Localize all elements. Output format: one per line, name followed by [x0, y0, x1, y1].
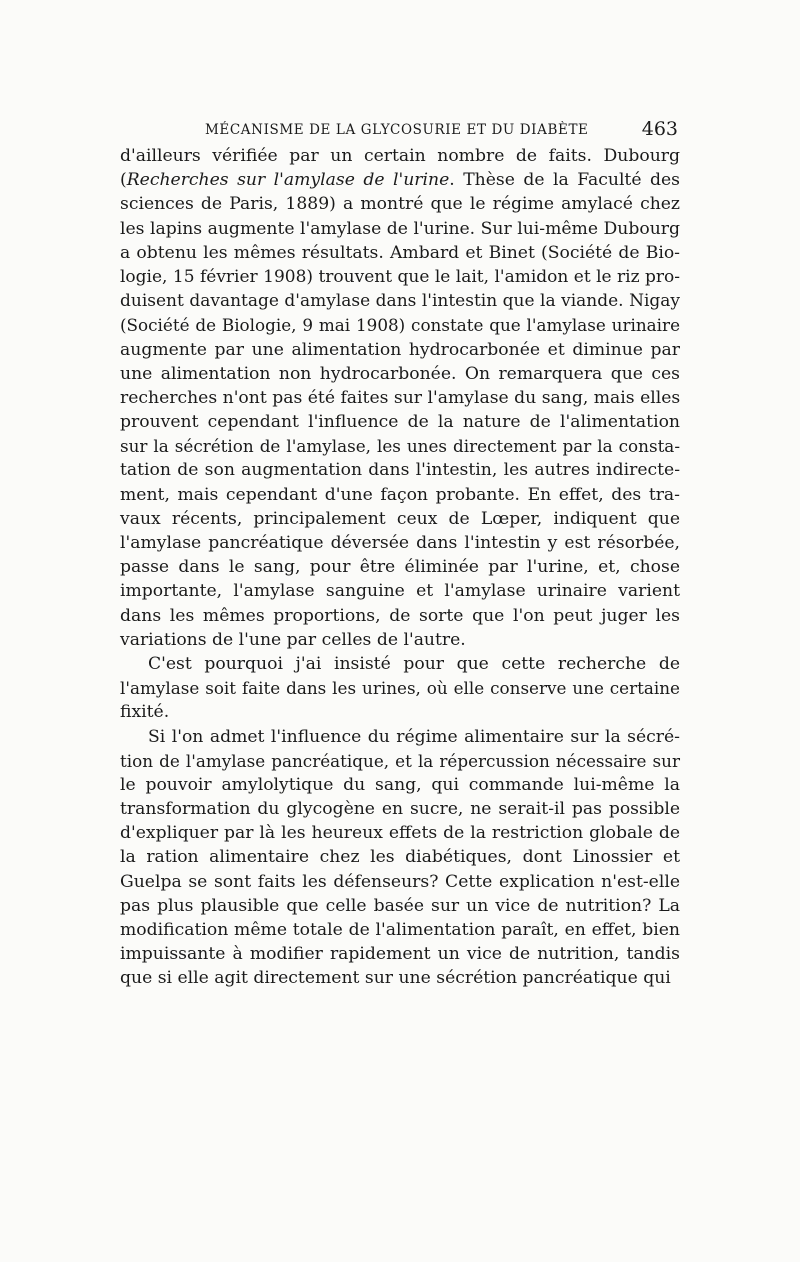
page-header — [120, 118, 680, 142]
paragraph — [120, 652, 680, 725]
text-line: la ration alimentaire chez les diabétiques, dont Linossier et — [120, 847, 680, 868]
text-line: le pouvoir amylolytique du sang, qui commande lui-même la — [120, 774, 680, 795]
text-line: d'ailleurs vérifiée par un certain nombre de faits. Dubourg — [120, 146, 680, 166]
text-line: augmente par une alimentation hydrocarbonée et diminue par — [120, 339, 680, 360]
body-text — [120, 144, 680, 991]
text-line: variations de l'une par celles de l'autre. — [120, 629, 466, 650]
text-line: une alimentation non hydrocarbonée. On remarquera que ces — [120, 363, 680, 384]
italic-title: Recherches sur l'amylase de l'urine — [126, 170, 450, 191]
text-line: tation de son augmentation dans l'intestin, les autres indirecte- — [120, 460, 680, 481]
text-line: impuissante à modifier rapidement un vice de nutrition, tandis — [120, 944, 680, 965]
text-line: importante, l'amylase sanguine et l'amylase urinaire varient — [120, 581, 680, 602]
text-line: l'amylase soit faite dans les urines, où elle conserve une certaine — [120, 678, 680, 699]
text-line: fixité. — [120, 702, 170, 723]
text-line: pas plus plausible que celle basée sur un vice de nutrition? La — [120, 895, 680, 916]
text-line: prouvent cependant l'influence de la nature de l'alimentation — [120, 412, 680, 433]
text-line: duisent davantage d'amylase dans l'intestin que la viande. Nigay — [120, 291, 680, 312]
page-number: 463 — [641, 118, 678, 140]
text-line: transformation du glycogène en sucre, ne serait-il pas possible — [120, 799, 680, 820]
text-line: l'amylase pancréatique déversée dans l'intestin y est résorbée, — [120, 533, 680, 553]
text-line: sur la sécrétion de l'amylase, les unes directement par la consta- — [120, 436, 680, 457]
text-line: vaux récents, principalement ceux de Lœper, indiquent que — [120, 508, 680, 529]
text-line: C'est pourquoi j'ai insisté pour que cette recherche de — [148, 653, 680, 674]
text-line: ment, mais cependant d'une façon probante. En effet, des tra- — [120, 484, 680, 505]
text-line: Si l'on admet l'influence du régime alimentaire sur la sécré- — [148, 726, 680, 747]
paragraph — [120, 144, 680, 652]
text-line: (Société de Biologie, 9 mai 1908) constate que l'amylase urinaire — [120, 315, 680, 336]
text-line: (Recherches sur l'amylase de l'urine. Thèse de la Faculté des — [120, 170, 680, 191]
text-line: logie, 15 février 1908) trouvent que le lait, l'amidon et le riz pro- — [120, 266, 680, 287]
text-line: a obtenu les mêmes résultats. Ambard et Binet (Société de Bio- — [120, 242, 680, 263]
text-line: recherches n'ont pas été faites sur l'amylase du sang, mais elles — [120, 387, 681, 408]
text-line: Guelpa se sont faits les défenseurs? Cette explication n'est-elle — [120, 871, 680, 892]
text-line: d'expliquer par là les heureux effets de la restriction globale de — [120, 823, 680, 844]
text-line: les lapins augmente l'amylase de l'urine. Sur lui-même Dubourg — [120, 218, 680, 239]
running-head: MÉCANISME DE LA GLYCOSURIE ET DU DIABÈTE — [205, 122, 589, 138]
text-line: sciences de Paris, 1889) a montré que le régime amylacé chez — [120, 194, 680, 215]
paragraph — [120, 725, 680, 991]
text-line: dans les mêmes proportions, de sorte que l'on peut juger les — [120, 605, 680, 626]
text-line: passe dans le sang, pour être éliminée par l'urine, et, chose — [120, 557, 680, 578]
text-line: modification même totale de l'alimentation paraît, en effet, bien — [120, 920, 680, 940]
text-line: que si elle agit directement sur une sécrétion pancréatique qui — [120, 968, 671, 989]
text-line: tion de l'amylase pancréatique, et la répercussion nécessaire sur — [120, 750, 680, 771]
